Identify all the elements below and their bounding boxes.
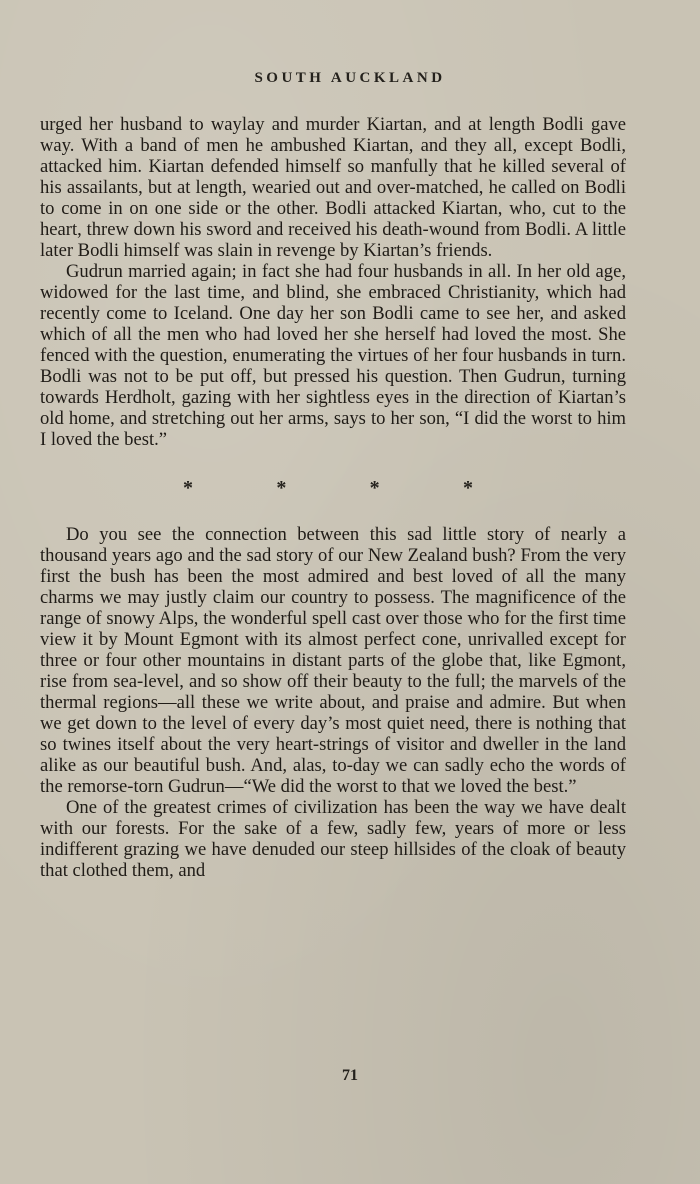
section-break-asterisk: * (462, 477, 473, 499)
section-break-asterisk: * (276, 477, 287, 499)
paragraph-forest-crimes: One of the greatest crimes of civilization has been the way we have dealt with our forests. For the sake of a few, sadly few, years of more or less indifferent grazing we have denuded our steep hillsides of the cloak of beauty that clothed them, and (40, 797, 626, 881)
paragraph-gudrun: Gudrun married again; in fact she had four husbands in all. In her old age, widowed for the last time, and blind, she embraced Christianity, which had recently come to Iceland. One day her son Bodli came to see her, and asked which of all the men who had loved her she herself had loved the most. She fenced with the question, enumerating the virtues of her four husbands in turn. Bodli was not to be put off, but pressed his question. Then Gudrun, turning towards Herdholt, gazing with her sightless eyes in the direction of Kiartan’s old home, and stretching out her arms, says to her son, “I did the worst to him I loved the best.” (40, 261, 626, 450)
page-number: 71 (342, 1067, 358, 1084)
body-text (40, 114, 626, 881)
section-break (183, 478, 473, 498)
section-break-asterisk: * (369, 477, 380, 499)
running-head-title: SOUTH AUCKLAND (254, 70, 446, 86)
paragraph-continuation: urged her husband to waylay and murder Kiartan, and at length Bodli gave way. With a band of men he ambushed Kiartan, and they all, except Bodli, attacked him. Kiartan defended himself so manfully that he killed several of his assailants, but at length, wearied out and over-matched, he called on Bodli to come in on one side or the other. Bodli attacked Kiartan, who, cut to the heart, threw down his sword and received his death-wound from Bodli. A little later Bodli himself was slain in revenge by Kiartan’s friends. (40, 114, 626, 261)
paragraph-bush-connection: Do you see the connection between this sad little story of nearly a thousand years ago and the sad story of our New Zealand bush? From the very first the bush has been the most admired and best loved of all the many charms we may justly claim our country to possess. The magnificence of the range of snowy Alps, the wonderful spell cast over those who for the first time view it by Mount Egmont with its almost perfect cone, unrivalled except for three or four other mountains in distant parts of the globe that, like Egmont, rise from sea-level, and so show off their beauty to the full; the marvels of the thermal regions—all these we write about, and praise and admire. But when we get down to the level of every day’s most quiet need, there is nothing that so twines itself about the very heart-strings of visitor and dweller in the land alike as our beautiful bush. And, alas, to-day we can sadly echo the words of the remorse-torn Gudrun—“We did the worst to that we loved the best.” (40, 524, 626, 797)
section-break-asterisk: * (183, 477, 193, 499)
